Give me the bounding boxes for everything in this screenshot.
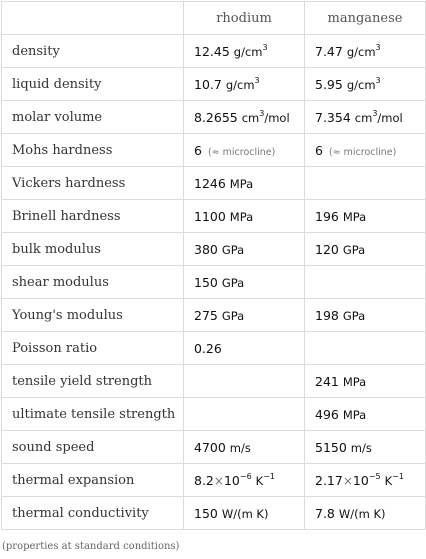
value-cell xyxy=(184,200,305,233)
property-label: thermal expansion xyxy=(2,464,184,497)
property-label: ultimate tensile strength xyxy=(2,398,184,431)
value-cell xyxy=(305,35,426,68)
value-unit-suffix: /mol xyxy=(264,110,290,125)
table-row xyxy=(2,266,426,299)
unit-exponent: −1 xyxy=(392,471,404,481)
value-number: 150 xyxy=(194,505,218,521)
value-cell xyxy=(184,68,305,101)
value-cell xyxy=(184,299,305,332)
value-unit: cm xyxy=(241,110,260,125)
unit-exponent: −1 xyxy=(263,471,275,481)
property-label: Young's modulus xyxy=(2,299,184,332)
value-unit: K xyxy=(384,473,393,488)
value-cell xyxy=(184,266,305,299)
value-number: 5.95 xyxy=(315,76,343,92)
value-unit: g/cm xyxy=(346,44,376,59)
property-label: Poisson ratio xyxy=(2,332,184,365)
value-cell xyxy=(305,497,426,530)
property-label: sound speed xyxy=(2,431,184,464)
table-row xyxy=(2,299,426,332)
value-unit: g/cm xyxy=(225,77,255,92)
value-note: (≈ microcline) xyxy=(207,146,276,158)
header-row xyxy=(2,2,426,35)
table-row xyxy=(2,431,426,464)
value-note: (≈ microcline) xyxy=(328,146,397,158)
value-exponent: −5 xyxy=(368,471,381,481)
header-blank-cell xyxy=(2,2,184,35)
empty-value-cell xyxy=(184,365,305,398)
times-sign: × xyxy=(342,473,353,488)
value-unit: W/(m K) xyxy=(221,506,269,521)
value-cell xyxy=(305,68,426,101)
table-row xyxy=(2,68,426,101)
value-number: 7.354 xyxy=(315,109,351,125)
value-cell xyxy=(305,431,426,464)
footnote: (properties at standard conditions) xyxy=(2,541,180,552)
property-label: liquid density xyxy=(2,68,184,101)
value-unit-suffix: /mol xyxy=(377,110,403,125)
value-unit: g/cm xyxy=(233,44,263,59)
value-cell xyxy=(305,233,426,266)
table-row xyxy=(2,167,426,200)
value-number: 7.47 xyxy=(315,43,343,59)
value-cell xyxy=(305,101,426,134)
times-sign: × xyxy=(213,473,224,488)
comparison-table xyxy=(1,1,426,530)
value-number: 7.8 xyxy=(315,505,335,521)
value-number: 8.2655 xyxy=(194,109,238,125)
value-unit: MPa xyxy=(342,209,367,224)
value-number: 6 xyxy=(315,142,323,158)
value-cell xyxy=(184,35,305,68)
value-number: 380 xyxy=(194,241,218,257)
value-number: 5150 xyxy=(315,439,347,455)
value-number: 0.26 xyxy=(194,340,222,356)
value-number: 1100 xyxy=(194,208,226,224)
value-mantissa: 8.2 xyxy=(194,472,214,488)
empty-value-cell xyxy=(305,332,426,365)
property-label: thermal conductivity xyxy=(2,497,184,530)
value-unit: g/cm xyxy=(346,77,376,92)
value-base: 10 xyxy=(352,472,369,488)
table-row xyxy=(2,365,426,398)
value-cell xyxy=(184,431,305,464)
value-base: 10 xyxy=(223,472,240,488)
value-cell xyxy=(305,134,426,167)
value-number: 120 xyxy=(315,241,339,257)
unit-exponent: 3 xyxy=(375,75,381,85)
value-unit: MPa xyxy=(342,374,367,389)
value-cell xyxy=(184,101,305,134)
unit-exponent: 3 xyxy=(372,108,378,118)
property-label: tensile yield strength xyxy=(2,365,184,398)
value-number: 198 xyxy=(315,307,339,323)
property-label: Mohs hardness xyxy=(2,134,184,167)
table-row xyxy=(2,332,426,365)
table-row xyxy=(2,35,426,68)
unit-exponent: 3 xyxy=(254,75,260,85)
value-unit: GPa xyxy=(221,308,245,323)
property-label: bulk modulus xyxy=(2,233,184,266)
value-number: 196 xyxy=(315,208,339,224)
table-row xyxy=(2,398,426,431)
value-unit: GPa xyxy=(342,308,366,323)
value-unit: m/s xyxy=(229,440,251,455)
value-exponent: −6 xyxy=(239,471,252,481)
property-label: density xyxy=(2,35,184,68)
value-number: 6 xyxy=(194,142,202,158)
value-cell xyxy=(184,167,305,200)
value-cell xyxy=(305,464,426,497)
table-row xyxy=(2,464,426,497)
value-unit: W/(m K) xyxy=(338,506,386,521)
value-cell xyxy=(184,464,305,497)
value-cell xyxy=(184,332,305,365)
empty-value-cell xyxy=(184,398,305,431)
property-label: Brinell hardness xyxy=(2,200,184,233)
table-row xyxy=(2,200,426,233)
value-cell xyxy=(305,365,426,398)
value-unit: GPa xyxy=(221,242,245,257)
value-number: 4700 xyxy=(194,439,226,455)
value-unit: GPa xyxy=(221,275,245,290)
empty-value-cell xyxy=(305,167,426,200)
value-cell xyxy=(305,398,426,431)
unit-exponent: 3 xyxy=(262,42,268,52)
value-cell xyxy=(184,497,305,530)
value-cell xyxy=(184,233,305,266)
property-label: shear modulus xyxy=(2,266,184,299)
value-number: 241 xyxy=(315,373,339,389)
header-rhodium: rhodium xyxy=(184,2,305,35)
value-number: 1246 xyxy=(194,175,226,191)
value-unit: cm xyxy=(354,110,373,125)
value-unit: MPa xyxy=(342,407,367,422)
value-number: 496 xyxy=(315,406,339,422)
value-unit: m/s xyxy=(350,440,372,455)
value-cell xyxy=(305,299,426,332)
value-number: 150 xyxy=(194,274,218,290)
value-unit: MPa xyxy=(229,176,254,191)
table-row xyxy=(2,497,426,530)
value-unit: K xyxy=(255,473,264,488)
value-number: 10.7 xyxy=(194,76,222,92)
table-row xyxy=(2,101,426,134)
value-cell xyxy=(184,134,305,167)
unit-exponent: 3 xyxy=(375,42,381,52)
empty-value-cell xyxy=(305,266,426,299)
value-number: 12.45 xyxy=(194,43,230,59)
value-number: 275 xyxy=(194,307,218,323)
value-cell xyxy=(305,200,426,233)
value-unit: GPa xyxy=(342,242,366,257)
value-mantissa: 2.17 xyxy=(315,472,343,488)
property-label: molar volume xyxy=(2,101,184,134)
header-manganese: manganese xyxy=(305,2,426,35)
table-row xyxy=(2,134,426,167)
value-unit: MPa xyxy=(229,209,254,224)
unit-exponent: 3 xyxy=(259,108,265,118)
property-label: Vickers hardness xyxy=(2,167,184,200)
table-row xyxy=(2,233,426,266)
